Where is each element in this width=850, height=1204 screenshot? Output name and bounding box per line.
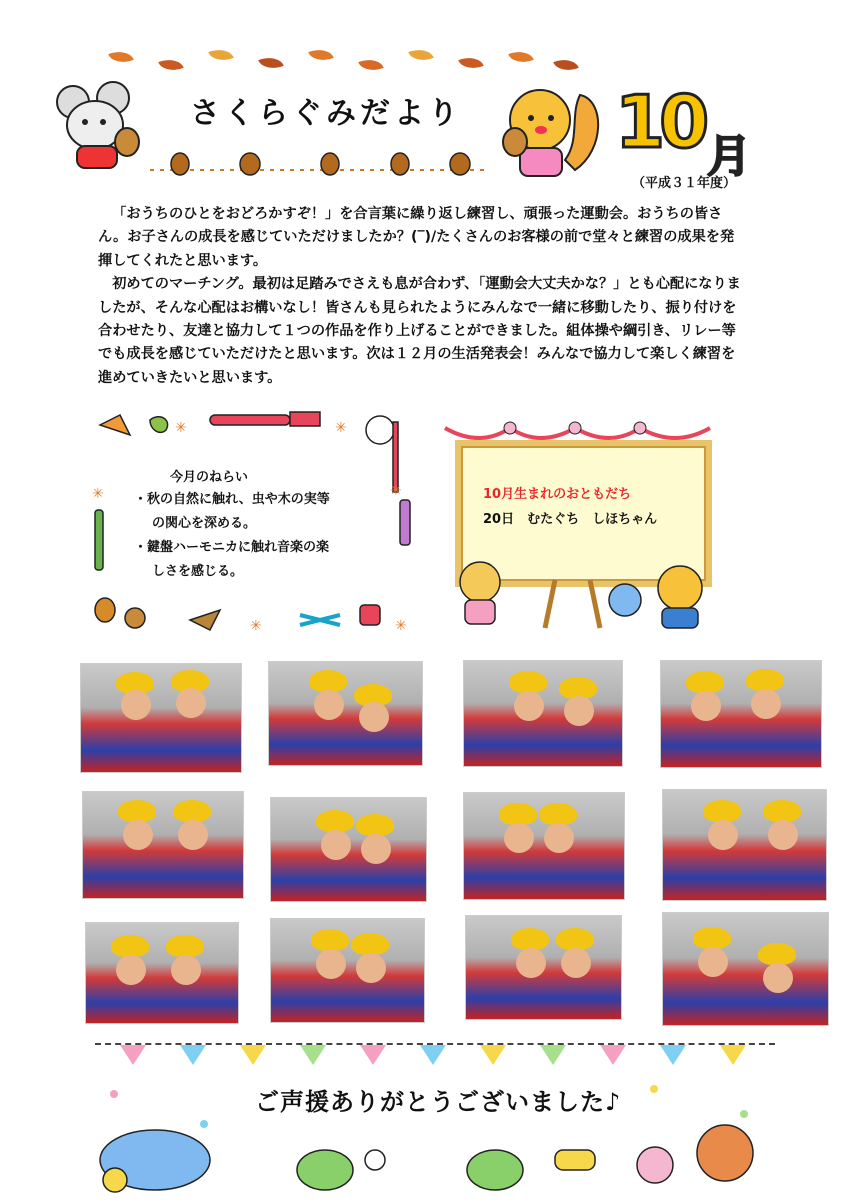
birthday-title: 10月生まれのおともだち xyxy=(483,487,632,502)
bunting-flag xyxy=(360,1045,386,1065)
class-photo xyxy=(465,915,622,1020)
svg-text:✳: ✳ xyxy=(92,486,104,502)
confetti-dot xyxy=(110,1090,118,1098)
svg-text:✳: ✳ xyxy=(395,618,407,634)
svg-text:✳: ✳ xyxy=(335,420,347,436)
bunting-flag xyxy=(660,1045,686,1065)
bunting-flag xyxy=(600,1045,626,1065)
goal-item xyxy=(134,488,404,536)
easel-characters xyxy=(440,560,720,630)
goal-line: ・鍵盤ハーモニカに触れ音楽の楽 xyxy=(134,540,330,555)
class-photo xyxy=(463,660,623,767)
class-photo xyxy=(662,912,829,1026)
newsletter-body xyxy=(98,203,748,390)
month-kanji: 月 xyxy=(707,131,751,182)
class-photo xyxy=(662,789,827,901)
bunting-flag xyxy=(120,1045,146,1065)
class-photo xyxy=(270,918,425,1023)
birthday-entry: 20日 むたぐち しほちゃん xyxy=(483,512,658,527)
body-paragraph: 「おうちのひとをおどろかすぞ！」を合言葉に繰り返し練習し、頑張った運動会。おうちの皆さん。お子さんの成長を感じていただけましたか？(‾)/たくさんのお客様の前で堂々と練習の成果を発揮してくれたと思います。 xyxy=(98,206,735,269)
svg-text:✳: ✳ xyxy=(250,618,262,634)
class-photo xyxy=(80,663,242,773)
footer-characters xyxy=(85,1115,785,1200)
goal-line: しさを感じる。 xyxy=(152,564,244,579)
svg-text:✳: ✳ xyxy=(390,483,402,499)
svg-text:✳: ✳ xyxy=(175,420,187,436)
goal-line: の関心を深める。 xyxy=(152,516,257,531)
autumn-leaves-garland xyxy=(100,40,580,80)
class-photo xyxy=(85,922,239,1024)
class-photo xyxy=(268,661,423,766)
class-photo xyxy=(660,660,822,768)
bunting-flag xyxy=(300,1045,326,1065)
goals-list xyxy=(134,488,404,584)
class-photo xyxy=(463,792,625,900)
page-title: さくらぐみだより xyxy=(190,96,462,131)
mouse-illustration xyxy=(55,80,145,175)
bunting-flag xyxy=(420,1045,446,1065)
bunting-flag xyxy=(720,1045,746,1065)
bunting-flag xyxy=(240,1045,266,1065)
confetti-dot xyxy=(650,1085,658,1093)
squirrel-illustration xyxy=(495,80,605,180)
class-photo xyxy=(82,791,244,899)
month-badge xyxy=(615,60,755,182)
goals-title: 今月のねらい xyxy=(170,470,249,485)
bunting-flag xyxy=(180,1045,206,1065)
bunting-flag xyxy=(540,1045,566,1065)
bunting-flag xyxy=(480,1045,506,1065)
fiscal-year-label: （平成３１年度） xyxy=(632,176,737,191)
goal-line: ・秋の自然に触れ、虫や木の実等 xyxy=(134,492,330,507)
body-paragraph: 初めてのマーチング。最初は足踏みでさえも息が合わず、「運動会大丈夫かな？」とも心配になりましたが、そんな心配はお構いなし！皆さんも見られたようにみんなで一緒に移動したり、振り付けを合わせたり、友達と協力して１つの作品を作り上げることができました。組体操や綱引き、リレー等でも成長を感じていただけたと思います。次は１２月の生活発表会！みんなで協力して楽しく練習を進めていきたいと思います。 xyxy=(98,276,741,386)
thanks-message: ご声援ありがとうございました♪ xyxy=(255,1088,622,1116)
class-photo xyxy=(270,797,427,902)
acorn-row xyxy=(150,150,490,178)
month-number: 10 xyxy=(615,80,704,164)
goal-item xyxy=(134,536,404,584)
